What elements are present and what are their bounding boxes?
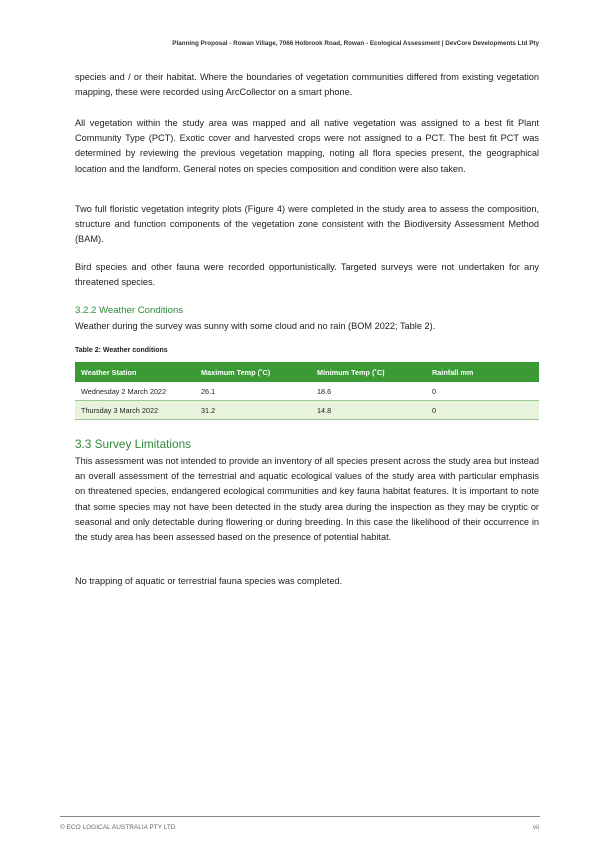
paragraph-fauna: Bird species and other fauna were recorded opportunistically. Targeted surveys were not undertaken for any threatened species. [75, 262, 539, 288]
table-cell: 31.2 [195, 401, 311, 420]
table-cell: 14.8 [311, 401, 426, 420]
weather-text: Weather during the survey was sunny with some cloud and no rain (BOM 2022; Table 2). [75, 321, 436, 331]
paragraph-habitat: species and / or their habitat. Where the boundaries of vegetation communities differed from existing vegetation mapping, these were recorded using ArcCollector on a smart phone. [75, 72, 539, 98]
footer-divider [60, 816, 540, 817]
page-number: vii [532, 824, 539, 831]
table-cell: Thursday 3 March 2022 [75, 401, 195, 420]
paragraph-trapping: No trapping of aquatic or terrestrial fauna species was completed. [75, 576, 343, 586]
table-row [75, 382, 539, 401]
footer-copyright: © ECO LOGICAL AUSTRALIA PTY LTD [60, 824, 176, 831]
column-header-weather-station: Weather Station [75, 362, 195, 382]
paragraph-plots: Two full floristic vegetation integrity plots (Figure 4) were completed in the study area to assess the composition, structure and function components of the vegetation zone consistent with the Biodiversity Assessment Method (BAM). [75, 204, 539, 245]
page-header: Planning Proposal - Rowan Village, 7066 Holbrook Road, Rowan - Ecological Assessment | DevCore Developments Ltd Pty [172, 40, 539, 47]
weather-heading: 3.2.2 Weather Conditions [75, 305, 184, 316]
table-cell: 26.1 [195, 382, 311, 401]
column-header-min-temp: Minimum Temp (˚C) [311, 362, 426, 382]
table-header-row [75, 362, 539, 382]
table-row [75, 401, 539, 420]
column-header-max-temp: Maximum Temp (˚C) [195, 362, 311, 382]
paragraph-limitations: This assessment was not intended to provide an inventory of all species present across the study area but instead an overall assessment of the terrestrial and aquatic ecological values of the study area with particular emphasis on threatened species, endangered ecological communities and key fauna habitat features. It is important to note that some species may not have been detected in the study area during the inspection as they may be cryptic or seasonal and only detectable during flowering or during breeding. In this case the likelihood of their occurrence in the study area has been assessed based on the presence of potential habitat. [75, 456, 539, 543]
table-caption: Table 2: Weather conditions [75, 347, 168, 354]
table-cell: 18.6 [311, 382, 426, 401]
table-cell: 0 [426, 382, 539, 401]
table-cell: Wednesday 2 March 2022 [75, 382, 195, 401]
weather-table [75, 362, 539, 420]
column-header-rainfall: Rainfall mm [426, 362, 539, 382]
paragraph-vegetation: All vegetation within the study area was mapped and all native vegetation was assigned to a best fit Plant Community Type (PCT). Exotic cover and harvested crops were not assigned to a PCT. The best fit PCT was determined by reviewing the previous vegetation mapping, noting all flora species present, the geographical location and the landform. General notes on species composition and condition were also taken. [75, 118, 539, 174]
table-cell: 0 [426, 401, 539, 420]
limitations-heading: 3.3 Survey Limitations [75, 437, 192, 451]
